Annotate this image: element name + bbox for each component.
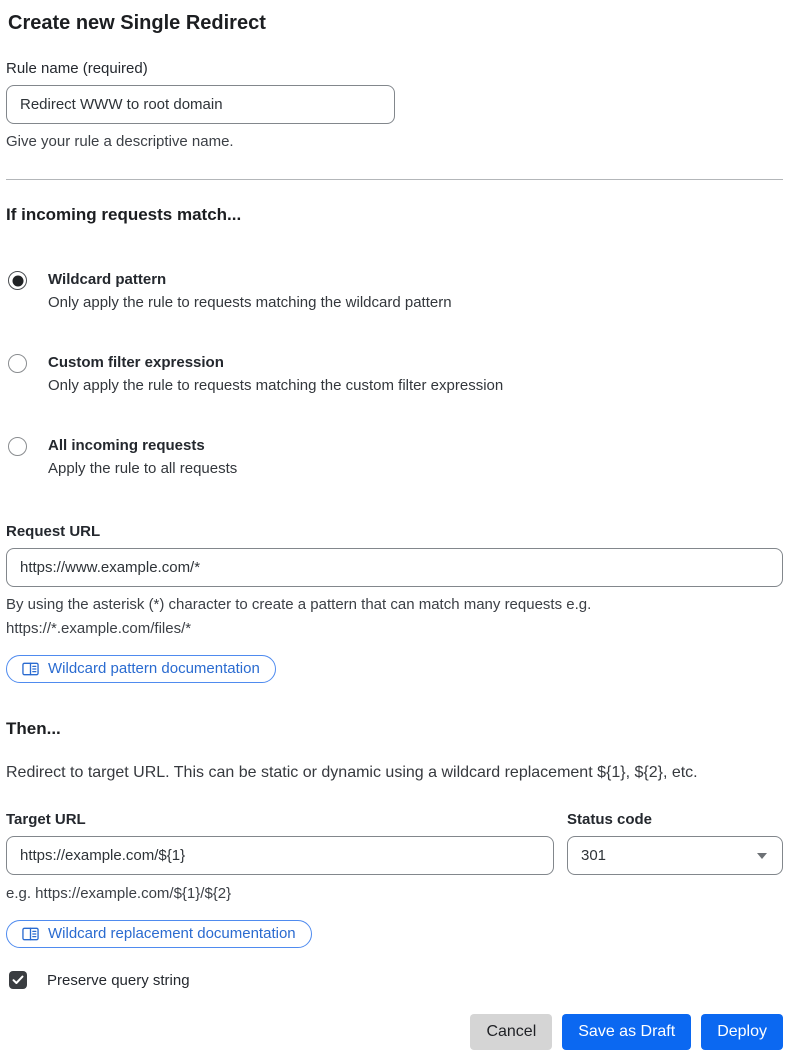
status-code-value: 301 — [581, 847, 607, 864]
book-icon — [22, 662, 39, 676]
checkbox-checked-icon[interactable] — [9, 971, 27, 989]
request-url-input[interactable] — [6, 548, 783, 587]
radio-label: All incoming requests — [48, 437, 205, 454]
chevron-down-icon — [757, 853, 767, 859]
radio-option-custom-filter[interactable] — [6, 352, 783, 397]
radio-button-icon[interactable] — [8, 437, 27, 456]
deploy-button[interactable]: Deploy — [701, 1014, 783, 1050]
then-section-heading: Then... — [6, 719, 61, 738]
request-url-label: Request URL — [6, 523, 101, 540]
radio-description: Only apply the rule to requests matching the custom filter expression — [48, 377, 504, 394]
book-icon — [22, 927, 39, 941]
status-code-select[interactable] — [567, 836, 783, 875]
radio-button-icon[interactable] — [8, 354, 27, 373]
wildcard-pattern-doc-button[interactable] — [6, 655, 276, 683]
doc-button-label: Wildcard pattern documentation — [48, 660, 260, 677]
radio-description: Apply the rule to all requests — [48, 460, 238, 477]
match-section-heading: If incoming requests match... — [6, 205, 242, 224]
radio-option-all-requests[interactable] — [6, 435, 783, 480]
target-status-row — [6, 810, 783, 875]
save-as-draft-button[interactable]: Save as Draft — [562, 1014, 691, 1050]
target-url-field — [6, 810, 554, 875]
target-url-help: e.g. https://example.com/${1}/${2} — [6, 885, 232, 902]
radio-option-wildcard-pattern[interactable] — [6, 269, 783, 314]
radio-description: Only apply the rule to requests matching the wildcard pattern — [48, 294, 452, 311]
radio-label: Wildcard pattern — [48, 271, 167, 288]
target-url-label: Target URL — [6, 811, 86, 828]
wildcard-replacement-doc-button[interactable] — [6, 920, 312, 948]
footer-actions — [6, 1014, 783, 1050]
doc-button-label: Wildcard replacement documentation — [48, 925, 296, 942]
cancel-button[interactable]: Cancel — [470, 1014, 552, 1050]
request-url-help: By using the asterisk (*) character to create a pattern that can match many requests e.g. https://*.example.com/files/* — [6, 596, 592, 637]
section-divider — [6, 179, 783, 180]
then-description: Redirect to target URL. This can be static or dynamic using a wildcard replacement ${1}, ${2}, etc. — [6, 764, 698, 781]
radio-label: Custom filter expression — [48, 354, 224, 371]
radio-button-icon[interactable] — [8, 271, 27, 290]
rule-name-label: Rule name (required) — [6, 60, 148, 77]
match-type-radio-group — [6, 269, 783, 480]
rule-name-input[interactable] — [6, 85, 395, 124]
rule-name-help: Give your rule a descriptive name. — [6, 133, 234, 150]
target-url-input[interactable] — [6, 836, 554, 875]
preserve-query-row[interactable] — [6, 971, 783, 989]
status-code-label: Status code — [567, 811, 653, 828]
status-code-field — [567, 810, 783, 875]
preserve-query-label: Preserve query string — [47, 971, 190, 989]
page-title: Create new Single Redirect — [8, 12, 266, 34]
